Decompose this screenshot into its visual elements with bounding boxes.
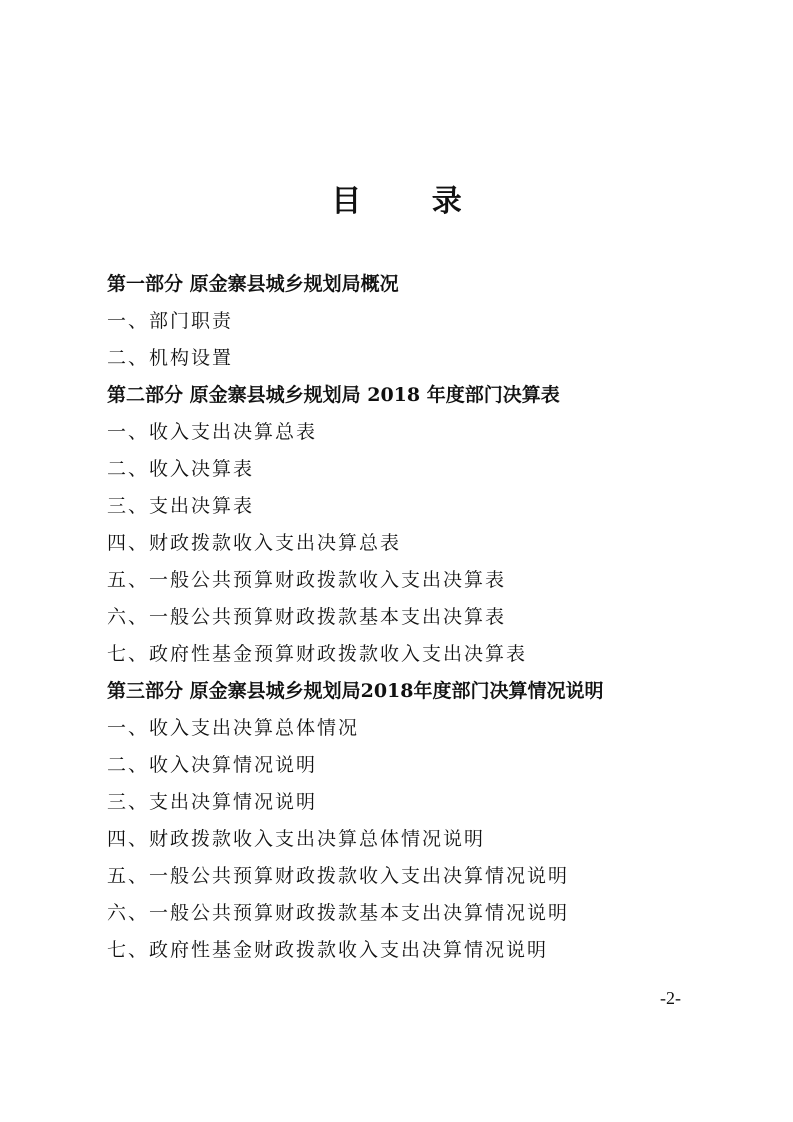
toc-item: 二、机构设置: [107, 347, 234, 369]
toc-item: 三、支出决算表: [107, 495, 255, 517]
toc-item: 六、一般公共预算财政拨款基本支出决算情况说明: [107, 902, 570, 924]
toc-item: 四、财政拨款收入支出决算总表: [107, 532, 402, 554]
toc-item: 一、部门职责: [107, 310, 234, 332]
toc-item: 二、收入决算表: [107, 458, 255, 480]
toc-item: 二、收入决算情况说明: [107, 754, 318, 776]
toc-item: 五、一般公共预算财政拨款收入支出决算情况说明: [107, 865, 570, 887]
toc-item: 五、一般公共预算财政拨款收入支出决算表: [107, 569, 507, 591]
page-number: -2-: [660, 988, 681, 1008]
table-of-contents: [107, 266, 707, 969]
toc-part-3: 第三部分 原金寨县城乡规划局2018年度部门决算情况说明: [107, 680, 604, 702]
toc-item: 一、收入支出决算总表: [107, 421, 318, 443]
toc-part-2: 第二部分 原金寨县城乡规划局 2018 年度部门决算表: [107, 384, 560, 406]
toc-item: 三、支出决算情况说明: [107, 791, 318, 813]
toc-item: 七、政府性基金预算财政拨款收入支出决算表: [107, 643, 528, 665]
toc-item: 六、一般公共预算财政拨款基本支出决算表: [107, 606, 507, 628]
toc-part-1: 第一部分 原金寨县城乡规划局概况: [107, 273, 399, 295]
toc-item: 一、收入支出决算总体情况: [107, 717, 360, 739]
toc-item: 四、财政拨款收入支出决算总体情况说明: [107, 828, 486, 850]
page-title: 目 录: [331, 184, 492, 219]
toc-item: 七、政府性基金财政拨款收入支出决算情况说明: [107, 939, 549, 961]
